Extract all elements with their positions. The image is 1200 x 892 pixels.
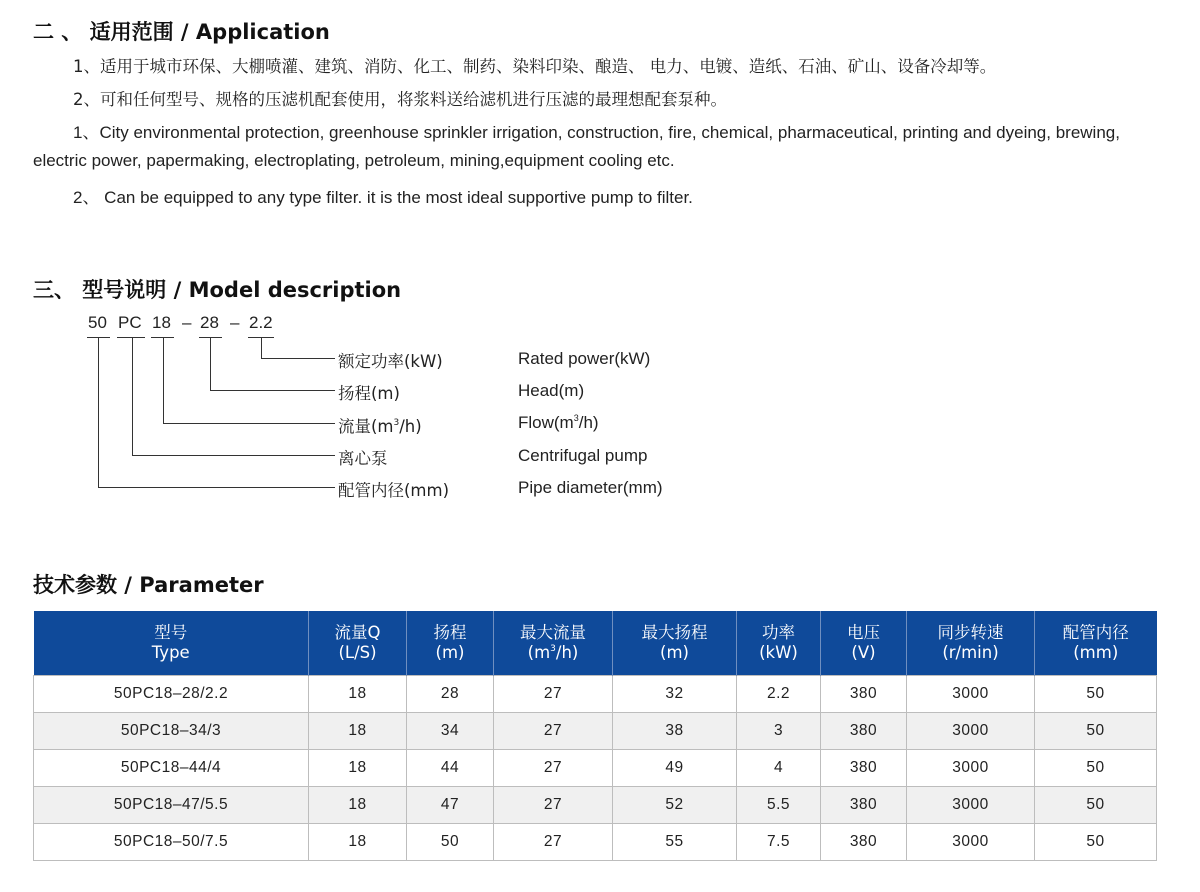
model-code-diameter: 50 bbox=[88, 313, 107, 332]
model-item-pump-en: Centrifugal pump bbox=[518, 446, 648, 465]
table-cell: 18 bbox=[309, 750, 407, 787]
table-row bbox=[34, 676, 1157, 713]
model-code-head: 28 bbox=[200, 313, 219, 332]
model-item-power-en: Rated power(kW) bbox=[518, 349, 651, 368]
table-cell: 47 bbox=[407, 787, 494, 824]
table-cell: 3000 bbox=[907, 676, 1035, 713]
col-header-max-flow: 最大流量 $(m^3/h)$ bbox=[494, 611, 613, 676]
table-cell: 18 bbox=[309, 787, 407, 824]
col-header-head: 扬程 (m) bbox=[407, 611, 494, 676]
table-cell: 2.2 bbox=[737, 676, 821, 713]
leader-power bbox=[262, 338, 336, 359]
col-header-flow: 流量Q (L/S) bbox=[309, 611, 407, 676]
table-cell: 27 bbox=[494, 824, 613, 861]
model-item-head-en: Head(m) bbox=[518, 381, 585, 400]
table-row bbox=[34, 824, 1157, 861]
table-cell: 50 bbox=[1035, 713, 1157, 750]
parameter-table bbox=[33, 611, 1157, 861]
table-cell: 34 bbox=[407, 713, 494, 750]
table-cell: 50 bbox=[1035, 824, 1157, 861]
table-cell: 380 bbox=[821, 750, 907, 787]
model-heading: 三、 型号说明 / Model description bbox=[33, 278, 402, 302]
col-header-speed: 同步转速 (r/min) bbox=[907, 611, 1035, 676]
parameter-heading: 技术参数 / Parameter bbox=[33, 573, 264, 597]
col-header-voltage: 电压 (V) bbox=[821, 611, 907, 676]
model-item-power-zh: 额定功率(kW) bbox=[338, 352, 443, 371]
table-cell: 44 bbox=[407, 750, 494, 787]
leader-type bbox=[133, 338, 336, 456]
table-cell: 4 bbox=[737, 750, 821, 787]
table-cell: 3000 bbox=[907, 750, 1035, 787]
table-cell: 18 bbox=[309, 713, 407, 750]
table-cell: 27 bbox=[494, 676, 613, 713]
application-en-line-3: 2、 Can be equipped to any type filter. it is the most ideal supportive pump to filter. bbox=[73, 188, 693, 207]
leader-diameter bbox=[99, 338, 336, 488]
table-cell: 50PC18–34/3 bbox=[34, 713, 309, 750]
table-cell: 18 bbox=[309, 824, 407, 861]
table-cell: 50 bbox=[1035, 676, 1157, 713]
application-zh-line-1: 1、适用于城市环保、大棚喷灌、建筑、消防、化工、制药、染料印染、酿造、 电力、电镀、造纸、石油、矿山、设备冷却等。 bbox=[73, 57, 997, 76]
col-header-type: 型号 Type bbox=[34, 611, 309, 676]
table-row bbox=[34, 787, 1157, 824]
table-cell: 50PC18–44/4 bbox=[34, 750, 309, 787]
table-cell: 18 bbox=[309, 676, 407, 713]
table-cell: 50PC18–50/7.5 bbox=[34, 824, 309, 861]
table-cell: 28 bbox=[407, 676, 494, 713]
table-cell: 380 bbox=[821, 676, 907, 713]
table-cell: 55 bbox=[613, 824, 737, 861]
model-code-dash-1: – bbox=[182, 313, 192, 332]
model-item-flow-en: $Flow(m^3/h)$ bbox=[518, 413, 599, 432]
col-header-pipe-diameter: 配管内径 (mm) bbox=[1035, 611, 1157, 676]
table-cell: 27 bbox=[494, 750, 613, 787]
table-cell: 3000 bbox=[907, 787, 1035, 824]
leader-flow bbox=[164, 338, 336, 424]
table-cell: 27 bbox=[494, 713, 613, 750]
table-cell: 5.5 bbox=[737, 787, 821, 824]
table-cell: 50 bbox=[407, 824, 494, 861]
model-code-flow: 18 bbox=[152, 313, 171, 332]
table-cell: 50 bbox=[1035, 750, 1157, 787]
col-header-power: 功率 (kW) bbox=[737, 611, 821, 676]
table-cell: 32 bbox=[613, 676, 737, 713]
table-row bbox=[34, 750, 1157, 787]
table-row bbox=[34, 713, 1157, 750]
table-cell: 38 bbox=[613, 713, 737, 750]
table-cell: 50PC18–47/5.5 bbox=[34, 787, 309, 824]
table-cell: 380 bbox=[821, 787, 907, 824]
application-zh-line-2: 2、可和任何型号、规格的压滤机配套使用，将浆料送给滤机进行压滤的最理想配套泵种。 bbox=[73, 90, 727, 109]
table-cell: 50PC18–28/2.2 bbox=[34, 676, 309, 713]
table-cell: 27 bbox=[494, 787, 613, 824]
table-cell: 52 bbox=[613, 787, 737, 824]
col-header-max-head: 最大扬程 (m) bbox=[613, 611, 737, 676]
application-en-line-2: electric power, papermaking, electroplating, petroleum, mining,equipment cooling etc. bbox=[33, 151, 675, 170]
model-code-power: 2.2 bbox=[249, 313, 273, 332]
model-item-diameter-zh: 配管内径(mm) bbox=[338, 481, 450, 500]
model-item-flow-zh: 流量$(m^3/h)$ bbox=[338, 417, 422, 436]
leader-head bbox=[211, 338, 336, 391]
application-heading: 二 、 适用范围 / Application bbox=[33, 20, 330, 44]
model-item-head-zh: 扬程(m) bbox=[338, 384, 400, 403]
table-cell: 3000 bbox=[907, 713, 1035, 750]
application-en-line-1: 1、City environmental protection, greenhouse sprinkler irrigation, construction, fire, chemical, pharmaceutical, printing and dyeing, brewing, bbox=[73, 123, 1120, 142]
table-cell: 380 bbox=[821, 824, 907, 861]
table-cell: 50 bbox=[1035, 787, 1157, 824]
model-code-dash-2: – bbox=[230, 313, 240, 332]
table-cell: 7.5 bbox=[737, 824, 821, 861]
table-cell: 49 bbox=[613, 750, 737, 787]
table-cell: 3000 bbox=[907, 824, 1035, 861]
model-code-type: PC bbox=[118, 313, 142, 332]
table-cell: 3 bbox=[737, 713, 821, 750]
model-item-pump-zh: 离心泵 bbox=[338, 449, 388, 468]
table-cell: 380 bbox=[821, 713, 907, 750]
table-header-row bbox=[34, 611, 1157, 676]
model-item-diameter-en: Pipe diameter(mm) bbox=[518, 478, 663, 497]
